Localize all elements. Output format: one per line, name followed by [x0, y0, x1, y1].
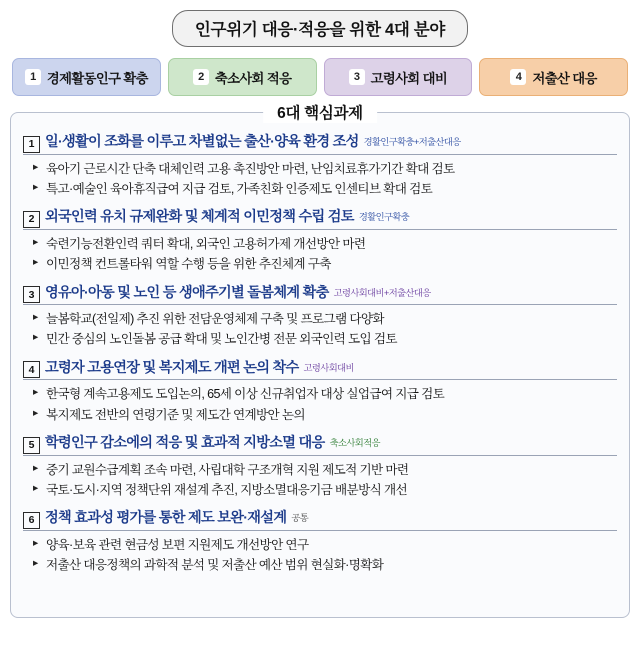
- pillar-4[interactable]: [479, 58, 628, 96]
- task-6-bullets: [23, 535, 617, 576]
- task-item: [23, 357, 617, 425]
- list-item: ▸ 이민정책 컨트롤타워 역할 수행 등을 위한 추진체계 구축: [33, 254, 617, 274]
- task-5-tag: 축소사회적응: [329, 438, 380, 449]
- tasks-panel: [10, 105, 630, 618]
- title-row: [10, 10, 630, 47]
- task-1-number: 1: [23, 136, 40, 153]
- task-1-bullets: [23, 159, 617, 200]
- list-item: ▸ 숙련기능전환인력 쿼터 확대, 외국인 고용허가제 개선방안 마련: [33, 234, 617, 254]
- task-1-title: 일·생활이 조화를 이루고 차별없는 출산·양육 환경 조성: [45, 134, 359, 150]
- task-2-number: 2: [23, 211, 40, 228]
- pillar-1-number: 1: [25, 69, 41, 85]
- pillar-2[interactable]: [168, 58, 317, 96]
- task-1-header: [23, 131, 617, 155]
- task-4-bullets: [23, 384, 617, 425]
- task-4-title: 고령자 고용연장 및 복지제도 개편 논의 착수: [45, 359, 299, 376]
- pillar-2-number: 2: [193, 69, 209, 85]
- pillar-3-label: 고령사회 대비: [370, 70, 448, 86]
- pillar-1-label: 경제활동인구 확충: [46, 70, 148, 86]
- task-3-header: [23, 282, 617, 306]
- pillar-3-number: 3: [349, 69, 365, 85]
- task-item: [23, 206, 617, 274]
- tasks-heading: 6대 핵심과제: [263, 101, 377, 123]
- list-item: ▸ 민간 중심의 노인돌봄 공급 확대 및 노인간병 전문 외국인력 도입 검토: [33, 329, 617, 349]
- pillar-row: [10, 58, 630, 96]
- pillar-3[interactable]: [324, 58, 473, 96]
- pillar-4-number: 4: [510, 69, 526, 85]
- task-5-number: 5: [23, 437, 40, 454]
- task-item: [23, 131, 617, 199]
- list-item: ▸ 특고·예술인 육아휴직급여 지급 검토, 가족친화 인증제도 인센티브 확대 검토: [33, 179, 617, 199]
- pillar-2-label: 축소사회 적응: [214, 70, 292, 86]
- task-6-title: 정책 효과성 평가를 통한 제도 보완·재설계: [45, 510, 287, 527]
- pillar-4-label: 저출산 대응: [532, 70, 597, 86]
- task-1-tag: 경활인구확충+저출산대응: [363, 137, 461, 147]
- list-item: ▸ 늘봄학교(전일제) 추진 위한 전담운영체제 구축 및 프로그램 다양화: [33, 309, 617, 329]
- task-item: [23, 507, 617, 575]
- task-3-number: 3: [23, 286, 40, 303]
- task-3-bullets: [23, 309, 617, 350]
- task-4-header: [23, 357, 617, 381]
- task-item: [23, 282, 617, 350]
- list-item: ▸ 양육·보육 관련 현금성 보편 지원제도 개선방안 연구: [33, 535, 617, 555]
- task-4-tag: 고령사회대비: [303, 362, 354, 373]
- page-title: 인구위기 대응·적응을 위한 4대 분야: [172, 10, 468, 47]
- task-item: [23, 432, 617, 500]
- list-item: ▸ 중기 교원수급계획 조속 마련, 사립대학 구조개혁 지원 제도적 기반 마련: [33, 460, 617, 480]
- task-2-header: [23, 206, 617, 230]
- list-item: ▸ 국토·도시·지역 정책단위 재설계 추진, 지방소멸대응기금 배분방식 개선: [33, 480, 617, 500]
- task-3-tag: 고령사회대비+저출산대응: [333, 287, 431, 298]
- task-2-bullets: [23, 234, 617, 275]
- task-5-title: 학령인구 감소에의 적응 및 효과적 지방소멸 대응: [45, 435, 325, 452]
- pillar-1[interactable]: [12, 58, 161, 96]
- task-2-tag: 경활인구확충: [358, 212, 410, 223]
- task-6-header: [23, 507, 617, 531]
- task-4-number: 4: [23, 361, 40, 378]
- list-item: ▸ 복지제도 전반의 연령기준 및 제도간 연계방안 논의: [33, 405, 617, 425]
- list-item: ▸ 육아기 근로시간 단축 대체인력 고용 촉진방안 마련, 난임치료휴가기간 확대 검토: [33, 159, 617, 179]
- list-item: ▸ 한국형 계속고용제도 도입논의, 65세 이상 신규취업자 대상 실업급여 지급 검토: [33, 384, 617, 404]
- task-2-title: 외국인력 유치 규제완화 및 체계적 이민정책 수립 검토: [45, 209, 354, 226]
- task-6-tag: 공통: [291, 513, 309, 524]
- task-6-number: 6: [23, 512, 40, 529]
- task-5-header: [23, 432, 617, 456]
- task-3-title: 영유아·아동 및 노인 등 생애주기별 돌봄체계 확충: [45, 284, 329, 301]
- list-item: ▸ 저출산 대응정책의 과학적 분석 및 저출산 예산 범위 현실화·명확화: [33, 555, 617, 575]
- task-5-bullets: [23, 460, 617, 501]
